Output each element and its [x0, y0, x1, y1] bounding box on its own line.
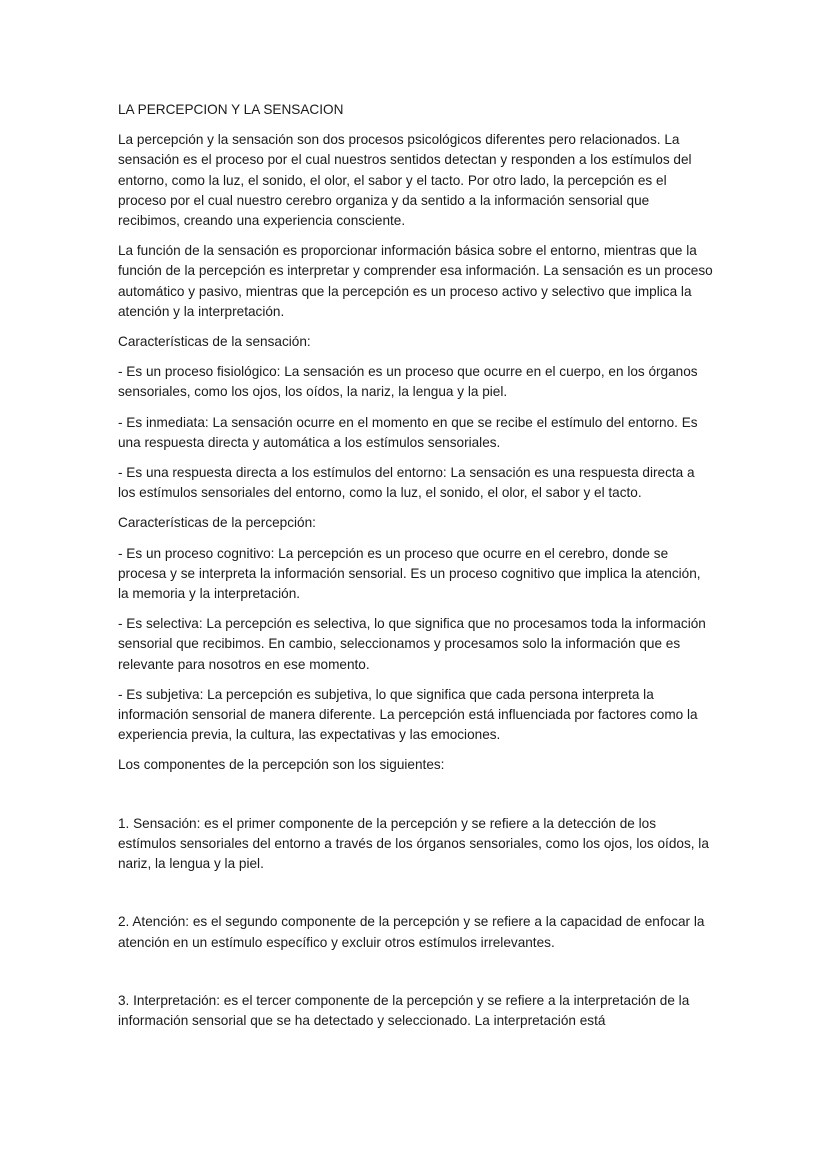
blank-line	[118, 884, 714, 912]
perception-item: - Es un proceso cognitivo: La percepción es un proceso que ocurre en el cerebro, donde se procesa y se interpreta la información sensorial. Es un proceso cognitivo que implica la atención, la memoria y la interpretación.	[118, 545, 701, 602]
perception-item: - Es subjetiva: La percepción es subjetiva, lo que significa que cada persona interpreta la información sensorial de manera diferente. La percepción está influenciada por factores como la experiencia previa, la cultura, las expectativas y las emociones.	[118, 686, 698, 743]
components-heading: Los componentes de la percepción son los siguientes:	[118, 757, 445, 773]
sensation-item: - Es inmediata: La sensación ocurre en el momento en que se recibe el estímulo del entorno. Es una respuesta directa y automática a los estímulos sensoriales.	[118, 414, 698, 450]
component-item: 1. Sensación: es el primer componente de la percepción y se refiere a la detección de los estímulos sensoriales del entorno a través de los órganos sensoriales, como los ojos, los oídos, la nariz, la lengua y la piel.	[118, 815, 709, 872]
blank-line	[118, 786, 714, 814]
sensation-heading: Características de la sensación:	[118, 334, 311, 350]
document-title: LA PERCEPCION Y LA SENSACION	[118, 102, 344, 117]
perception-heading: Características de la percepción:	[118, 515, 316, 531]
component-item: 2. Atención: es el segundo componente de la percepción y se refiere a la capacidad de enfocar la atención en un estímulo específico y excluir otros estímulos irrelevantes.	[118, 914, 705, 950]
blank-line	[118, 963, 714, 991]
perception-item: - Es selectiva: La percepción es selectiva, lo que significa que no procesamos toda la información sensorial que recibimos. En cambio, seleccionamos y procesamos solo la información que es relevante para nosotros en ese momento.	[118, 616, 706, 672]
sensation-item: - Es una respuesta directa a los estímulos del entorno: La sensación es una respuesta directa a los estímulos sensoriales del entorno, como la luz, el sonido, el olor, el sabor y el tacto.	[118, 465, 695, 501]
sensation-item: - Es un proceso fisiológico: La sensación es un proceso que ocurre en el cuerpo, en los órganos sensoriales, como los ojos, los oídos, la nariz, la lengua y la piel.	[118, 364, 698, 400]
function-paragraph: La función de la sensación es proporcionar información básica sobre el entorno, mientras que la función de la percepción es interpretar y comprender esa información. La sensación es un proceso automático y pasivo, mientras que la percepción es un proceso activo y selectivo que implica la atención y la interpretación.	[118, 243, 713, 319]
document-page	[118, 100, 714, 1041]
intro-paragraph: La percepción y la sensación son dos procesos psicológicos diferentes pero relacionados. La sensación es el proceso por el cual nuestros sentidos detectan y responden a los estímulos del entorno, como la luz, el sonido, el olor, el sabor y el tacto. Por otro lado, la percepción es el proceso por el cual nuestro cerebro organiza y da sentido a la información sensorial que recibimos, creando una experiencia consciente.	[118, 132, 692, 229]
component-item: 3. Interpretación: es el tercer componente de la percepción y se refiere a la interpretación de la información sensorial que se ha detectado y seleccionado. La interpretación está	[118, 992, 690, 1028]
